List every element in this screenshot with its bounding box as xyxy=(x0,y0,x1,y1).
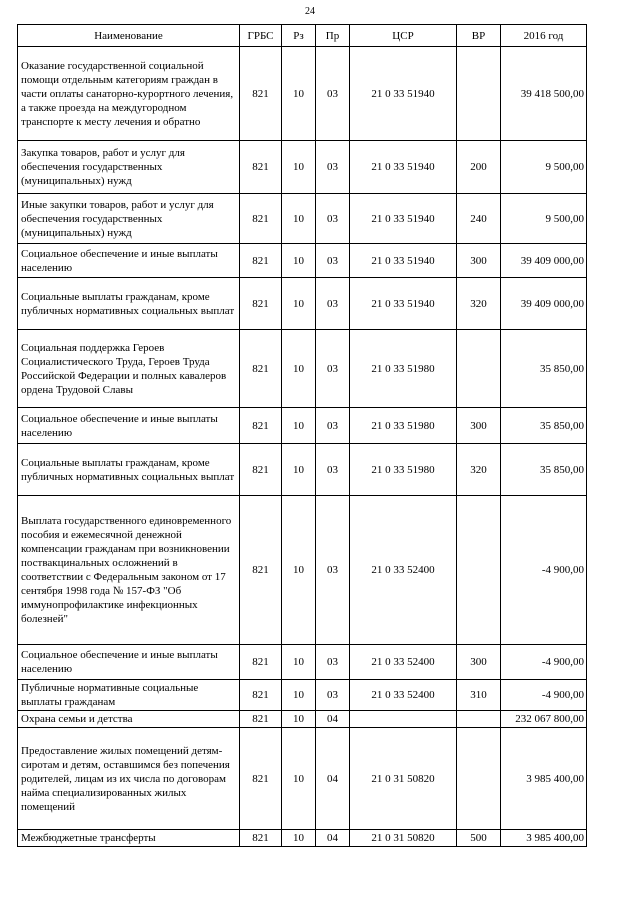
cell-amount: 39 409 000,00 xyxy=(501,244,587,278)
table-row xyxy=(18,47,587,141)
header-amount: 2016 год xyxy=(501,25,587,47)
cell-grbs: 821 xyxy=(240,496,282,645)
table-row xyxy=(18,408,587,444)
cell-rz: 10 xyxy=(282,408,316,444)
cell-pr: 04 xyxy=(316,728,350,830)
cell-amount: -4 900,00 xyxy=(501,496,587,645)
cell-pr: 04 xyxy=(316,711,350,728)
cell-vr: 300 xyxy=(457,645,501,680)
cell-rz: 10 xyxy=(282,278,316,330)
cell-grbs: 821 xyxy=(240,680,282,711)
cell-rz: 10 xyxy=(282,728,316,830)
cell-name: Социальное обеспечение и иные выплаты населению xyxy=(18,408,240,444)
cell-name: Иные закупки товаров, работ и услуг для обеспечения государственных (муниципальных) нужд xyxy=(18,194,240,244)
cell-rz: 10 xyxy=(282,47,316,141)
cell-csr: 21 0 33 51940 xyxy=(350,141,457,194)
cell-vr: 240 xyxy=(457,194,501,244)
header-grbs: ГРБС xyxy=(240,25,282,47)
cell-amount: 9 500,00 xyxy=(501,194,587,244)
cell-amount: -4 900,00 xyxy=(501,680,587,711)
header-csr: ЦСР xyxy=(350,25,457,47)
cell-csr: 21 0 33 52400 xyxy=(350,680,457,711)
cell-rz: 10 xyxy=(282,141,316,194)
cell-rz: 10 xyxy=(282,444,316,496)
cell-grbs: 821 xyxy=(240,47,282,141)
cell-grbs: 821 xyxy=(240,278,282,330)
cell-amount: 35 850,00 xyxy=(501,330,587,408)
cell-name: Межбюджетные трансферты xyxy=(18,830,240,847)
cell-grbs: 821 xyxy=(240,645,282,680)
cell-name: Социальное обеспечение и иные выплаты населению xyxy=(18,645,240,680)
cell-rz: 10 xyxy=(282,711,316,728)
cell-pr: 03 xyxy=(316,408,350,444)
cell-vr: 320 xyxy=(457,444,501,496)
table-row xyxy=(18,645,587,680)
cell-vr: 500 xyxy=(457,830,501,847)
table-row xyxy=(18,728,587,830)
cell-csr: 21 0 33 51940 xyxy=(350,244,457,278)
cell-csr: 21 0 33 51980 xyxy=(350,330,457,408)
cell-rz: 10 xyxy=(282,194,316,244)
cell-vr: 320 xyxy=(457,278,501,330)
header-pr: Пр xyxy=(316,25,350,47)
cell-amount: -4 900,00 xyxy=(501,645,587,680)
cell-grbs: 821 xyxy=(240,244,282,278)
cell-name: Социальные выплаты гражданам, кроме публичных нормативных социальных выплат xyxy=(18,444,240,496)
cell-rz: 10 xyxy=(282,645,316,680)
budget-table xyxy=(17,24,587,847)
cell-grbs: 821 xyxy=(240,444,282,496)
cell-csr: 21 0 31 50820 xyxy=(350,830,457,847)
cell-vr: 300 xyxy=(457,244,501,278)
cell-amount: 3 985 400,00 xyxy=(501,728,587,830)
header-rz: Рз xyxy=(282,25,316,47)
cell-pr: 04 xyxy=(316,830,350,847)
cell-name: Социальное обеспечение и иные выплаты населению xyxy=(18,244,240,278)
cell-vr: 310 xyxy=(457,680,501,711)
cell-rz: 10 xyxy=(282,330,316,408)
cell-grbs: 821 xyxy=(240,830,282,847)
cell-pr: 03 xyxy=(316,278,350,330)
cell-grbs: 821 xyxy=(240,711,282,728)
cell-csr: 21 0 33 51940 xyxy=(350,194,457,244)
header-vr: ВР xyxy=(457,25,501,47)
cell-csr: 21 0 33 52400 xyxy=(350,496,457,645)
table-row xyxy=(18,194,587,244)
cell-name: Охрана семьи и детства xyxy=(18,711,240,728)
cell-vr: 200 xyxy=(457,141,501,194)
cell-rz: 10 xyxy=(282,244,316,278)
cell-grbs: 821 xyxy=(240,408,282,444)
cell-name: Оказание государственной социальной помощи отдельным категориям граждан в части оплаты санаторно-курортного лечения, а также проезда на междугородном транспорте к месту лечения и обратно xyxy=(18,47,240,141)
cell-amount: 39 409 000,00 xyxy=(501,278,587,330)
cell-amount: 3 985 400,00 xyxy=(501,830,587,847)
table-row xyxy=(18,496,587,645)
cell-grbs: 821 xyxy=(240,194,282,244)
cell-csr: 21 0 33 51940 xyxy=(350,47,457,141)
cell-pr: 03 xyxy=(316,330,350,408)
table-row xyxy=(18,330,587,408)
cell-amount: 232 067 800,00 xyxy=(501,711,587,728)
cell-name: Публичные нормативные социальные выплаты гражданам xyxy=(18,680,240,711)
cell-amount: 35 850,00 xyxy=(501,444,587,496)
cell-vr xyxy=(457,330,501,408)
cell-csr: 21 0 33 51980 xyxy=(350,408,457,444)
cell-name: Социальная поддержка Героев Социалистического Труда, Героев Труда Российской Федерации и полных кавалеров ордена Трудовой Славы xyxy=(18,330,240,408)
cell-pr: 03 xyxy=(316,194,350,244)
cell-amount: 39 418 500,00 xyxy=(501,47,587,141)
table-row xyxy=(18,711,587,728)
cell-pr: 03 xyxy=(316,680,350,711)
cell-grbs: 821 xyxy=(240,728,282,830)
cell-amount: 35 850,00 xyxy=(501,408,587,444)
cell-vr xyxy=(457,711,501,728)
cell-rz: 10 xyxy=(282,830,316,847)
cell-vr xyxy=(457,728,501,830)
cell-vr: 300 xyxy=(457,408,501,444)
cell-pr: 03 xyxy=(316,645,350,680)
cell-rz: 10 xyxy=(282,496,316,645)
cell-pr: 03 xyxy=(316,444,350,496)
cell-amount: 9 500,00 xyxy=(501,141,587,194)
cell-csr: 21 0 31 50820 xyxy=(350,728,457,830)
cell-csr xyxy=(350,711,457,728)
page-number: 24 xyxy=(305,6,315,17)
cell-pr: 03 xyxy=(316,496,350,645)
cell-pr: 03 xyxy=(316,141,350,194)
cell-vr xyxy=(457,496,501,645)
cell-pr: 03 xyxy=(316,47,350,141)
cell-grbs: 821 xyxy=(240,141,282,194)
table-row xyxy=(18,244,587,278)
cell-name: Выплата государственного единовременного пособия и ежемесячной денежной компенсации гражданам при возникновении поствакцинальных осложнений в соответствии с Федеральным законом от 17 сентября 1998 года № 157-ФЗ "Об иммунопрофилактике инфекционных болезней" xyxy=(18,496,240,645)
cell-csr: 21 0 33 51940 xyxy=(350,278,457,330)
cell-grbs: 821 xyxy=(240,330,282,408)
cell-vr xyxy=(457,47,501,141)
cell-name: Социальные выплаты гражданам, кроме публичных нормативных социальных выплат xyxy=(18,278,240,330)
table-row xyxy=(18,444,587,496)
table-row xyxy=(18,680,587,711)
cell-rz: 10 xyxy=(282,680,316,711)
table-row xyxy=(18,278,587,330)
table-row xyxy=(18,141,587,194)
table-row xyxy=(18,830,587,847)
cell-pr: 03 xyxy=(316,244,350,278)
cell-name: Предоставление жилых помещений детям-сиротам и детям, оставшимся без попечения родителей, лицам из их числа по договорам найма специализированных жилых помещений xyxy=(18,728,240,830)
cell-name: Закупка товаров, работ и услуг для обеспечения государственных (муниципальных) нужд xyxy=(18,141,240,194)
header-name: Наименование xyxy=(18,25,240,47)
cell-csr: 21 0 33 51980 xyxy=(350,444,457,496)
table-header-row xyxy=(18,25,587,47)
cell-csr: 21 0 33 52400 xyxy=(350,645,457,680)
